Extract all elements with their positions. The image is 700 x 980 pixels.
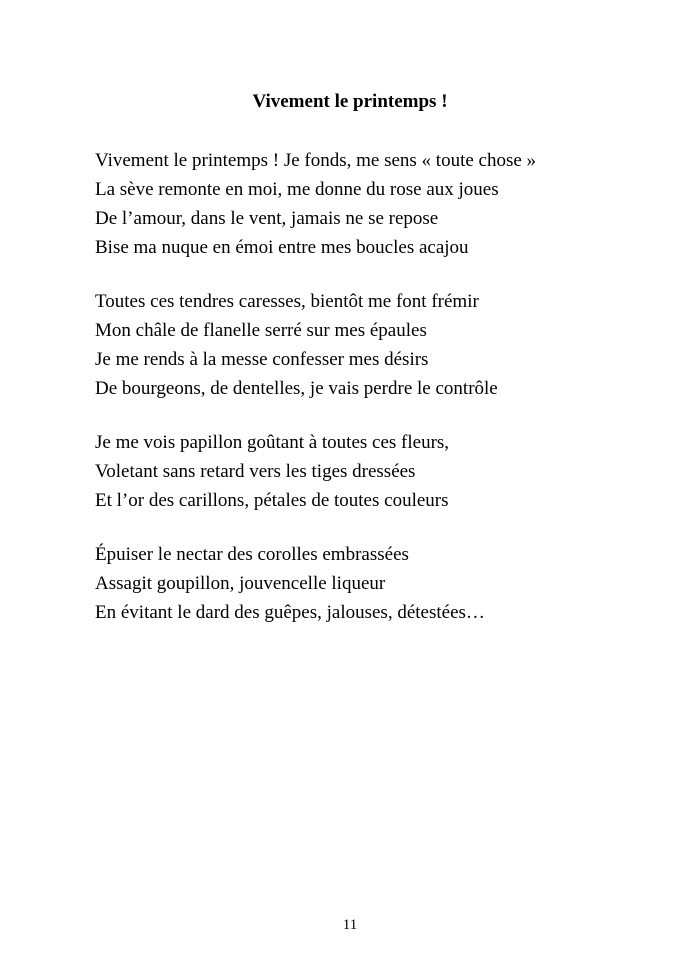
poem-line: La sève remonte en moi, me donne du rose aux joues — [95, 179, 499, 200]
poem-title: Vivement le printemps ! — [252, 91, 448, 112]
poem-line: Et l’or des carillons, pétales de toutes couleurs — [95, 490, 449, 511]
poem-line: Voletant sans retard vers les tiges dressées — [95, 461, 416, 482]
stanza-1 — [95, 146, 675, 262]
poem-line: Assagit goupillon, jouvencelle liqueur — [95, 573, 386, 594]
page-number: 11 — [342, 917, 358, 933]
poem-body — [95, 146, 675, 652]
poem-line: Je me rends à la messe confesser mes désirs — [95, 349, 429, 370]
poem-line: Toutes ces tendres caresses, bientôt me font frémir — [95, 291, 479, 312]
poem-line: De l’amour, dans le vent, jamais ne se repose — [95, 208, 439, 229]
poem-line: Vivement le printemps ! Je fonds, me sens « toute chose » — [95, 150, 537, 171]
poem-line: En évitant le dard des guêpes, jalouses, détestées… — [95, 602, 485, 623]
poem-line: Je me vois papillon goûtant à toutes ces fleurs, — [95, 432, 450, 453]
poem-line: Bise ma nuque en émoi entre mes boucles acajou — [95, 237, 469, 258]
stanza-4 — [95, 540, 675, 627]
poem-line: De bourgeons, de dentelles, je vais perdre le contrôle — [95, 378, 498, 399]
poem-line: Mon châle de flanelle serré sur mes épaules — [95, 320, 427, 341]
stanza-2 — [95, 287, 675, 403]
stanza-3 — [95, 428, 675, 515]
poem-line: Épuiser le nectar des corolles embrassées — [95, 544, 409, 565]
